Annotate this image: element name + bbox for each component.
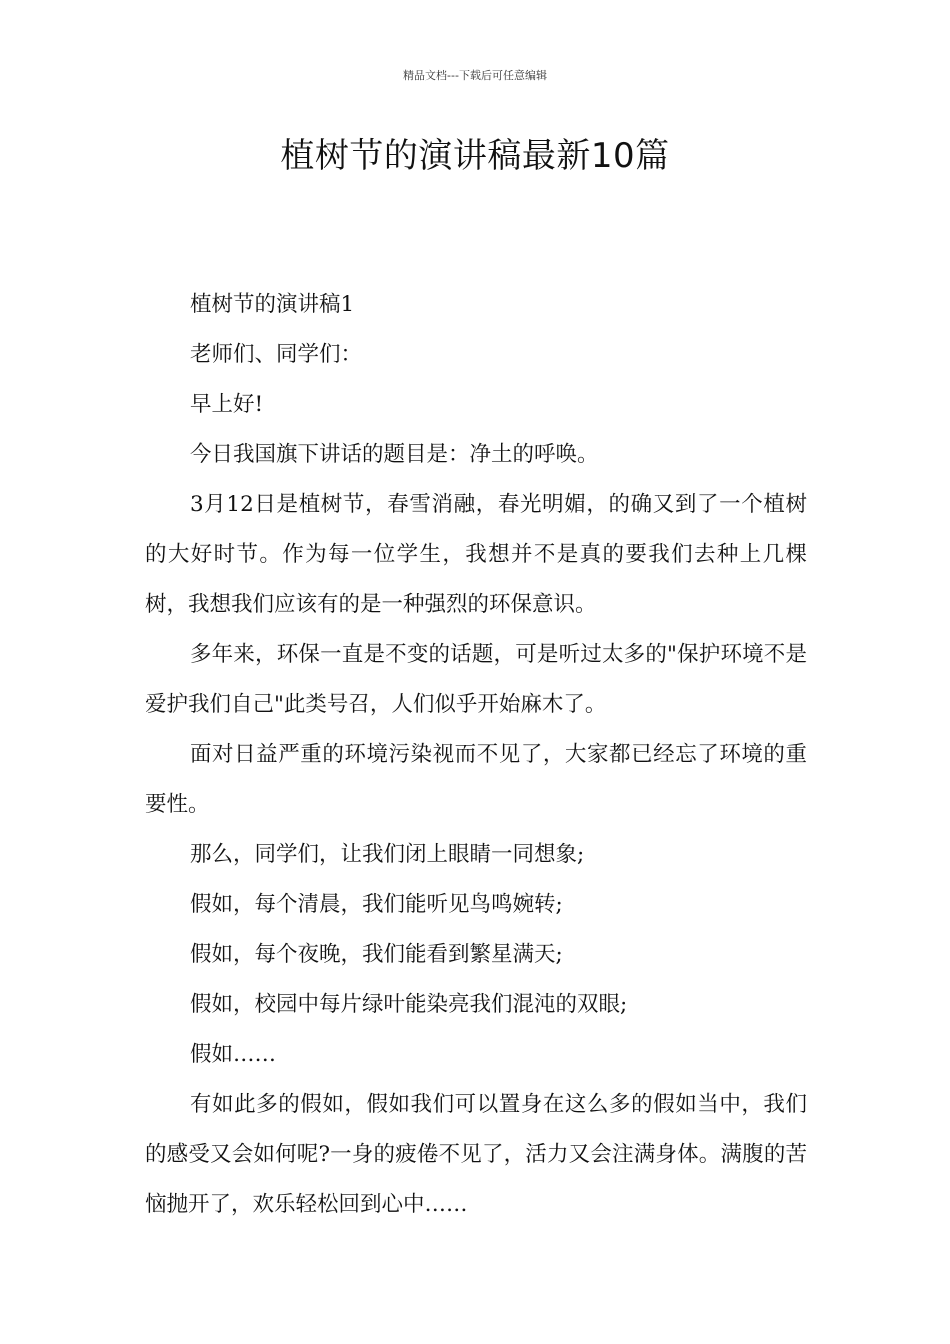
- paragraph-section-heading: 植树节的演讲稿1: [190, 292, 355, 317]
- paragraph-so-many-ifs: 有如此多的假如，假如我们可以置身在这么多的假如当中，我们的感受又会如何呢?一身的疲倦不见了，活力又会注满身体。满腹的苦恼抛开了，欢乐轻松回到心中……: [145, 1092, 807, 1217]
- paragraph-good-morning: 早上好!: [190, 392, 264, 417]
- paragraph-imagine: 那么，同学们，让我们闭上眼睛一同想象;: [190, 842, 585, 867]
- page-title: 植树节的演讲稿最新10篇: [280, 136, 670, 176]
- paragraph-pollution: 面对日益严重的环境污染视而不见了，大家都已经忘了环境的重要性。: [145, 742, 807, 817]
- document-body: [145, 280, 807, 1230]
- paragraph-if-morning: 假如，每个清晨，我们能听见鸟鸣婉转;: [190, 892, 563, 917]
- paragraph-if-night: 假如，每个夜晚，我们能看到繁星满天;: [190, 942, 563, 967]
- paragraph-environmental: 多年来，环保一直是不变的话题，可是听过太多的"保护环境不是爱护我们自己"此类号召，人们似乎开始麻木了。: [145, 642, 807, 717]
- paragraph-if-campus: 假如，校园中每片绿叶能染亮我们混沌的双眼;: [190, 992, 628, 1017]
- paragraph-if-ellipsis: 假如……: [190, 1042, 277, 1067]
- paragraph-greeting: 老师们、同学们：: [190, 342, 363, 367]
- paragraph-arbor-day: 3月12日是植树节，春雪消融，春光明媚，的确又到了一个植树的大好时节。作为每一位学生，我想并不是真的要我们去种上几棵树，我想我们应该有的是一种强烈的环保意识。: [145, 492, 807, 617]
- paragraph-topic: 今日我国旗下讲话的题目是：净土的呼唤。: [190, 442, 599, 467]
- header-note: 精品文档---下载后可任意编辑: [403, 69, 547, 82]
